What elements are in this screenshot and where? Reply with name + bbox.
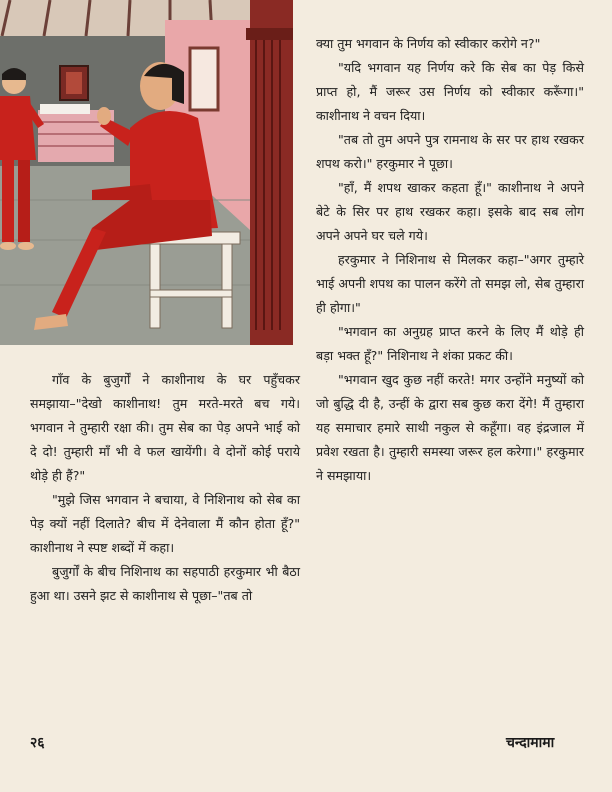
right-text-column: [316, 32, 584, 488]
illustration-svg: [0, 0, 293, 345]
paragraph: गाँव के बुजुर्गों ने काशीनाथ के घर पहुँचकर समझाया–"देखो काशीनाथ! तुम मरते-मरते बच गये। भगवान ने तुम्हारी रक्षा की। तुम सेब का पेड़ अपने भाई को दे दो! तुम्हारी माँ भी वे फल खायेंगी। वे दोनों कोई पराये थोड़े ही हैं?": [30, 372, 300, 483]
paragraph: "तब तो तुम अपने पुत्र रामनाथ के सर पर हाथ रखकर शपथ करो।" हरकुमार ने पूछा।: [316, 132, 584, 171]
paragraph: "मुझे जिस भगवान ने बचाया, वे निशिनाथ को सेब का पेड़ क्यों नहीं दिलाते? बीच में देनेवाला मैं कौन होता हूँ?" काशीनाथ ने स्पष्ट शब्दों में कहा।: [30, 492, 300, 555]
magazine-name: चन्दामामा: [506, 735, 555, 751]
page-number: २६: [30, 735, 45, 751]
paragraph-continuation: क्या तुम भगवान के निर्णय को स्वीकार करोगे न?": [316, 36, 541, 51]
left-text-column: [30, 368, 300, 608]
paragraph: "भगवान का अनुग्रह प्राप्त करने के लिए मैं थोड़े ही बड़ा भक्त हूँ?" निशिनाथ ने शंका प्रकट की।: [316, 324, 584, 363]
paragraph: बुजुर्गों के बीच निशिनाथ का सहपाठी हरकुमार भी बैठा हुआ था। उसने झट से काशीनाथ से पूछा–"तब तो: [30, 564, 300, 603]
paragraph: "भगवान खुद कुछ नहीं करते! मगर उन्होंने मनुष्यों को जो बुद्धि दी है, उन्हीं के द्वारा सब कुछ करा देंगे! मैं तुम्हारा यह समाचार हमारे साथी नकुल से कहूँगा। वह इंद्रजाल में प्रवेश रखता है। तुम्हारी समस्या जरूर हल करेगा।" हरकुमार ने समझाया।: [316, 372, 584, 483]
paragraph: हरकुमार ने निशिनाथ से मिलकर कहा–"अगर तुम्हारे भाई अपनी शपथ का पालन करेंगे तो समझ लो, सेब तुम्हारा ही होगा।": [316, 252, 584, 315]
story-illustration: [0, 0, 293, 345]
paragraph: "यदि भगवान यह निर्णय करे कि सेब का पेड़ किसे प्राप्त हो, मैं जरूर उस निर्णय को स्वीकार करूँगा।" काशीनाथ ने वचन दिया।: [316, 60, 584, 123]
paragraph: "हाँ, मैं शपथ खाकर कहता हूँ।" काशीनाथ ने अपने बेटे के सिर पर हाथ रखकर कहा। इसके बाद सब लोग अपने अपने घर चले गये।: [316, 180, 584, 243]
